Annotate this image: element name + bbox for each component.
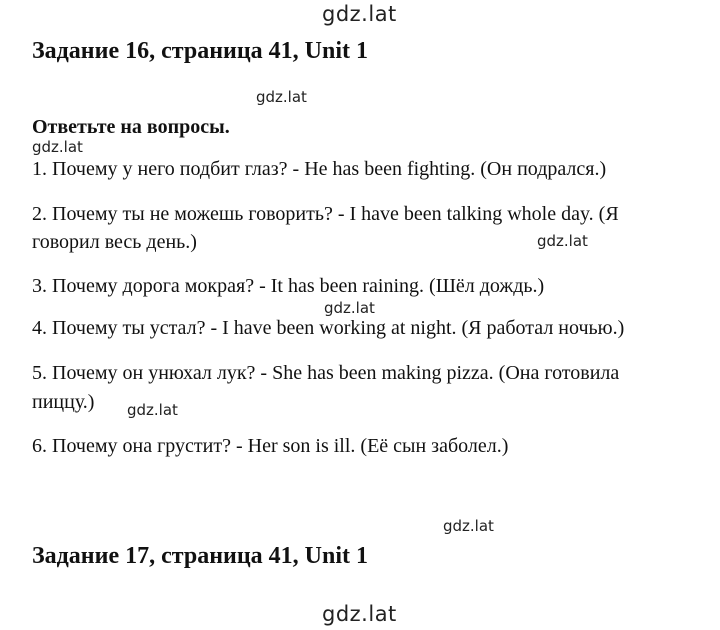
- answer-line: 3. Почему дорога мокрая? - It has been raining. (Шёл дождь.): [32, 275, 545, 297]
- watermark: gdz.lat: [443, 517, 494, 535]
- watermark: gdz.lat: [256, 88, 307, 106]
- watermark: gdz.lat: [324, 299, 375, 317]
- answer-line: 2. Почему ты не можешь говорить? - I have been talking whole day. (Я: [32, 203, 619, 225]
- answer-line: говорил весь день.): [32, 231, 197, 253]
- watermark: gdz.lat: [32, 138, 83, 156]
- watermark: gdz.lat: [537, 232, 588, 250]
- instruction-heading: Ответьте на вопросы.: [32, 116, 230, 138]
- answer-line: пиццу.): [32, 391, 95, 413]
- task-16-title: Задание 16, страница 41, Unit 1: [32, 38, 369, 64]
- answer-line: 4. Почему ты устал? - I have been working at night. (Я работал ночью.): [32, 317, 625, 339]
- answer-line: 6. Почему она грустит? - Her son is ill. (Её сын заболел.): [32, 435, 509, 457]
- answer-line: 1. Почему у него подбит глаз? - He has been fighting. (Он подрался.): [32, 158, 607, 180]
- watermark: gdz.lat: [322, 2, 397, 26]
- task-17-title: Задание 17, страница 41, Unit 1: [32, 543, 369, 569]
- watermark: gdz.lat: [322, 602, 397, 626]
- watermark: gdz.lat: [127, 401, 178, 419]
- answer-line: 5. Почему он унюхал лук? - She has been making pizza. (Она готовила: [32, 362, 620, 384]
